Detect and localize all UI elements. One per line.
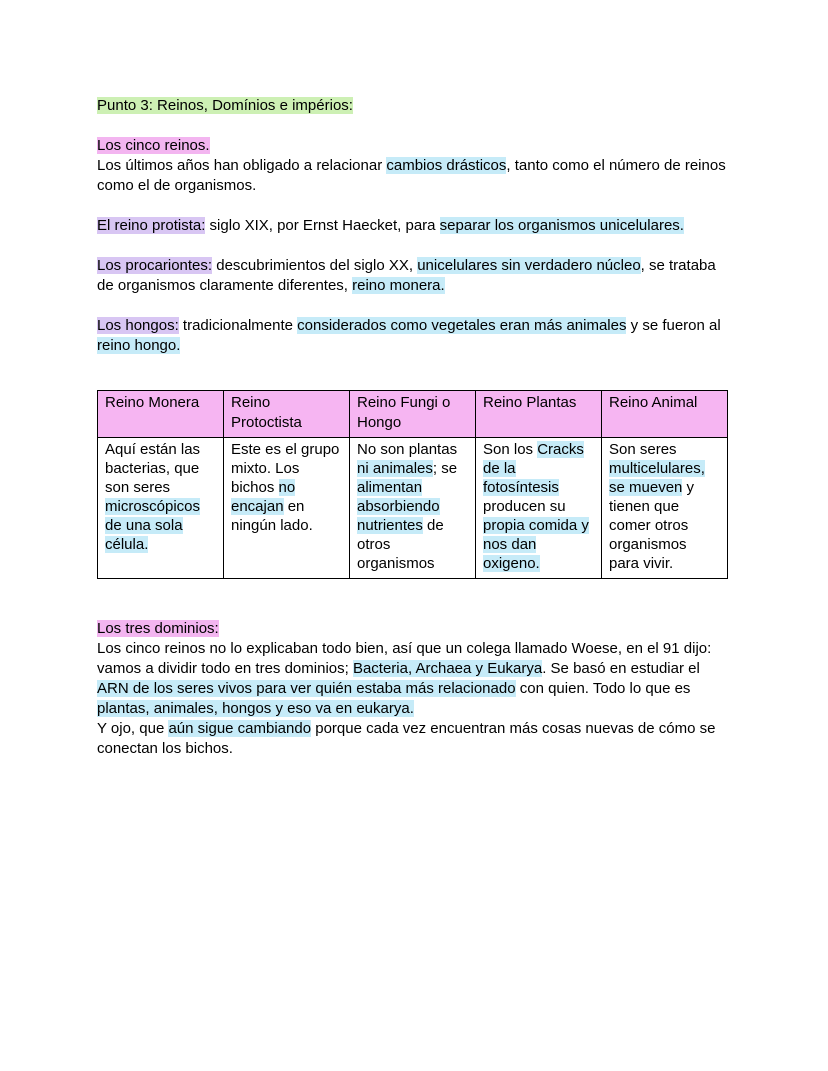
reinos-table-body-row bbox=[98, 438, 728, 579]
table-cell-reino-protoctista bbox=[224, 438, 350, 579]
highlighted-text: reino monera. bbox=[352, 277, 445, 294]
heading-punto-3 bbox=[97, 96, 728, 116]
highlighted-text: Los procariontes: bbox=[97, 257, 213, 274]
table-cell-reino-fungi bbox=[350, 438, 476, 579]
plain-text: de otros organismos bbox=[357, 517, 444, 572]
highlighted-text: reino hongo. bbox=[97, 337, 181, 354]
heading-los-tres-dominios bbox=[97, 619, 728, 639]
reinos-table-header-row bbox=[98, 391, 728, 438]
plain-text: Los últimos años han obligado a relacionar bbox=[97, 157, 387, 174]
highlighted-text: Los tres dominios: bbox=[97, 620, 219, 637]
table-header-reino-fungi: Reino Fungi o Hongo bbox=[350, 391, 476, 438]
highlighted-text: El reino protista: bbox=[97, 217, 206, 234]
highlighted-text: unicelulares sin verdadero núcleo bbox=[417, 257, 641, 274]
highlighted-text: Punto 3: Reinos, Domínios e impérios: bbox=[97, 97, 353, 114]
para-los-procariontes bbox=[97, 256, 728, 296]
highlighted-text: Los cinco reinos. bbox=[97, 137, 210, 154]
plain-text: en ningún lado. bbox=[231, 498, 313, 534]
para-el-reino-protista bbox=[97, 216, 728, 236]
highlighted-text: plantas, animales, hongos y eso va en eukarya. bbox=[97, 700, 414, 717]
plain-text: con quien. Todo lo que es bbox=[515, 680, 691, 697]
table-cell-reino-monera bbox=[98, 438, 224, 579]
para-y-ojo bbox=[97, 719, 728, 759]
para-tres-dominios-body bbox=[97, 639, 728, 719]
plain-text: siglo XIX, por Ernst Haecket, para bbox=[205, 217, 440, 234]
highlighted-text: cambios drásticos bbox=[386, 157, 507, 174]
plain-text: , tanto como el número de reinos como el de organismos. bbox=[97, 157, 726, 194]
plain-text: producen su bbox=[483, 498, 566, 515]
heading-los-cinco-reinos bbox=[97, 136, 728, 156]
plain-text: Y ojo, que bbox=[97, 720, 169, 737]
plain-text: Aquí están las bacterias, que son seres bbox=[105, 441, 201, 496]
plain-text: descubrimientos del siglo XX, bbox=[212, 257, 418, 274]
table-cell-reino-animal bbox=[602, 438, 728, 579]
highlighted-text: considerados como vegetales eran más animales bbox=[297, 317, 627, 334]
para-cambios-drasticos bbox=[97, 156, 728, 196]
highlighted-text: ni animales bbox=[357, 460, 433, 477]
plain-text: Este es el grupo mixto. Los bichos bbox=[231, 441, 340, 496]
plain-text: No son plantas bbox=[357, 441, 458, 458]
plain-text: ; se bbox=[432, 460, 458, 477]
plain-text: porque cada vez encuentran más cosas nuevas de cómo se conectan los bichos. bbox=[97, 720, 716, 757]
table-header-reino-monera: Reino Monera bbox=[98, 391, 224, 438]
highlighted-text: alimentan absorbiendo nutrientes bbox=[357, 479, 440, 534]
highlighted-text: multicelulares, se mueven bbox=[609, 460, 705, 496]
highlighted-text: Cracks de la fotosíntesis bbox=[483, 441, 584, 496]
highlighted-text: propia comida y nos dan oxigeno. bbox=[483, 517, 589, 572]
highlighted-text: Bacteria, Archaea y Eukarya bbox=[352, 660, 543, 677]
plain-text: Son seres bbox=[609, 441, 677, 458]
plain-text: Los cinco reinos no lo explicaban todo bien, así que un colega llamado Woese, en el 91 dijo: vamos a dividir todo en tres dominios; bbox=[97, 640, 712, 677]
highlighted-text: microscópicos de una sola célula. bbox=[105, 498, 201, 553]
table-header-reino-plantas: Reino Plantas bbox=[476, 391, 602, 438]
highlighted-text: no encajan bbox=[231, 479, 296, 515]
highlighted-text: separar los organismos unicelulares. bbox=[439, 217, 684, 234]
plain-text: y se fueron al bbox=[626, 317, 721, 334]
highlighted-text: ARN de los seres vivos para ver quién estaba más relacionado bbox=[97, 680, 516, 697]
plain-text: tradicionalmente bbox=[178, 317, 298, 334]
table-header-reino-animal: Reino Animal bbox=[602, 391, 728, 438]
highlighted-text: Los hongos: bbox=[97, 317, 179, 334]
table-header-reino-protoctista: Reino Protoctista bbox=[224, 391, 350, 438]
plain-text: , se trataba de organismos claramente diferentes, bbox=[97, 257, 716, 294]
plain-text: Son los bbox=[483, 441, 538, 458]
table-cell-reino-plantas bbox=[476, 438, 602, 579]
highlighted-text: aún sigue cambiando bbox=[168, 720, 312, 737]
plain-text: . Se basó en estudiar el bbox=[542, 660, 700, 677]
reinos-table bbox=[97, 390, 728, 579]
plain-text: y tienen que comer otros organismos para vivir. bbox=[609, 479, 695, 572]
para-los-hongos bbox=[97, 316, 728, 356]
